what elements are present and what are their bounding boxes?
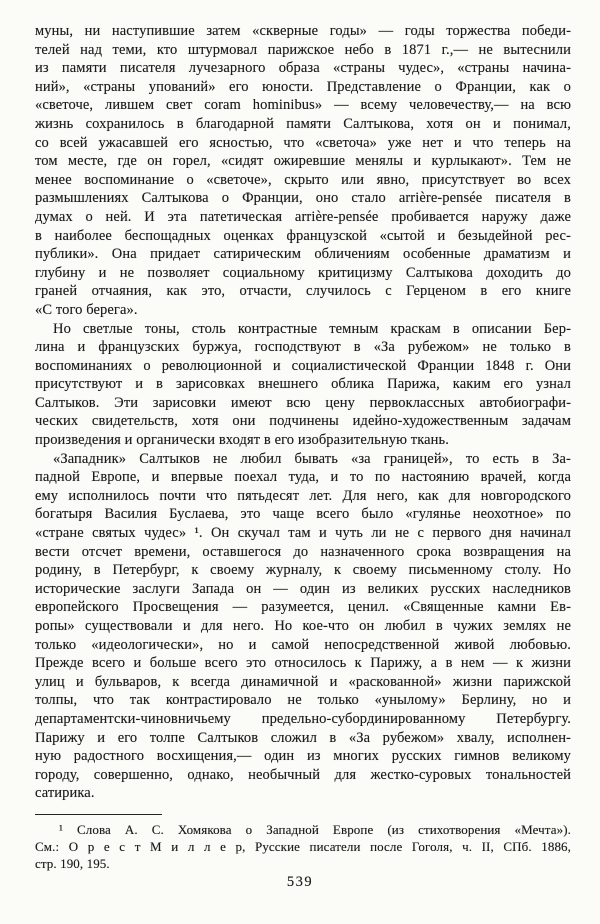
text-line: размышлениях Салтыкова о Франции, оно стало arrière-pensée писателя в bbox=[35, 190, 571, 207]
text-line: телей над теми, кто штурмовал парижское небо в 1871 г.,— не вытеснили bbox=[35, 41, 571, 58]
text-line: департаментски-чиновничьему предельно-субординированному Петербургу. bbox=[35, 710, 571, 727]
text-line: ческих свидетельств, хотя они подчинены идейно-художественным задачам bbox=[35, 413, 571, 430]
text-line: думах о ней. И эта патетическая arrière-pensée пробивается наружу даже bbox=[35, 208, 571, 225]
text-line: ропы» существовали и для него. Но кое-что он любил в чужих землях не bbox=[35, 618, 571, 634]
text-line: только «идеологически», но и самой непосредственной живой любовью. bbox=[35, 636, 571, 653]
text-line: со всей ужасавшей его ясностью, что «светоча» уже нет и что теперь на bbox=[35, 134, 571, 151]
text-line: «С того берега». bbox=[35, 301, 138, 318]
text-line: муны, ни наступившие затем «скверные годы» — годы торжества победи- bbox=[35, 23, 571, 39]
text-block bbox=[35, 22, 571, 872]
text-line: «стране святых чудес» ¹. Он скучал там и чуть ли не с первого дня начинал bbox=[35, 525, 571, 542]
text-line: вести отсчет времени, оставшегося до назначенного срока возвращения на bbox=[35, 543, 571, 560]
text-line: европейского Просвещения — разумеется, ценил. «Священные камни Ев- bbox=[35, 599, 571, 616]
text-line: «светоче, лившем свет coram hominibus» — всему человечеству,— на всю bbox=[35, 97, 571, 114]
text-line: глубину и не позволяет социальному критицизму Салтыкова доходить до bbox=[35, 264, 571, 281]
text-line: «Западник» Салтыков не любил бывать «за границей», то есть в За- bbox=[53, 450, 571, 467]
text-line: сатирика. bbox=[35, 785, 95, 802]
footnote-line: стр. 190, 195. bbox=[35, 855, 110, 871]
text-line: Салтыков. Эти зарисовки имеют всю цену первоклассных автобиографи- bbox=[35, 394, 571, 411]
text-line: богатыря Василия Буслаева, это чаще всего было «гулянье неохотное» по bbox=[35, 506, 571, 523]
page-number: 539 bbox=[286, 874, 314, 890]
text-line: присутствуют и в зарисовках внешнего облика Парижа, каким его узнал bbox=[35, 376, 571, 393]
text-line: исторические заслуги Запада он — один из великих русских наследников bbox=[35, 580, 571, 597]
text-line: том месте, где он горел, «сидят ожиревшие менялы и курлыкают». Тем не bbox=[35, 153, 571, 170]
text-line: лина и французских буржуа, господствуют в «За рубежом» не только в bbox=[35, 339, 571, 356]
text-line: Но светлые тоны, столь контрастные темным краскам в описании Бер- bbox=[53, 320, 571, 337]
text-line: толпы, что так контрастировало не только «унылому» Берлину, но и bbox=[35, 692, 571, 709]
text-line: ний», «страны упований» его юности. Представление о Франции, как о bbox=[35, 78, 571, 95]
text-line: из памяти писателя лучезарного образа «страны чудес», «страны начина- bbox=[35, 60, 571, 77]
text-line: публики». Она придает сатирическим обличениям особенные драматизм и bbox=[35, 246, 571, 263]
footnote-line: См.: О р е с т М и л л е р, Русские писатели после Гоголя, ч. II, СПб. 1886, bbox=[35, 838, 571, 854]
text-line: воспоминаниях о революционной и социалистической Франции 1848 г. Они bbox=[35, 357, 571, 374]
footnote bbox=[35, 821, 571, 872]
footnote-line: ¹ Слова А. С. Хомякова о Западной Европе (из стихотворения «Мечта»). bbox=[59, 821, 571, 837]
text-line: в наиболее беспощадных оценках французской «сытой и безыдейной рес- bbox=[35, 227, 571, 244]
text-line: городу, совершенно, однако, необычный для жестко-суровых тональностей bbox=[35, 766, 571, 783]
text-line: Парижу и его толпе Салтыков сложил в «За рубежом» хвалу, исполнен- bbox=[35, 729, 571, 746]
text-line: ную радостного восхищения,— один из многих русских гимнов великому bbox=[35, 748, 571, 765]
text-line: жизнь сохранилось в благодарной памяти Салтыкова, хотя он и понимал, bbox=[35, 115, 571, 132]
text-line: ему исполнилось почти что пятьдесят лет. Для него, как для новгородского bbox=[35, 487, 571, 504]
footnote-rule bbox=[35, 814, 162, 815]
text-line: родину, в Петербург, к своему журналу, к своему письменному столу. Но bbox=[35, 562, 571, 579]
text-line: менее воспоминание о «светоче», скрыто или явно, присутствует во всех bbox=[35, 171, 571, 188]
text-line: падной Европе, и впервые поехал туда, и то по настоянию врачей, когда bbox=[35, 469, 571, 486]
text-line: граней отчаяния, как это, отчасти, случилось с Герценом в его книге bbox=[35, 283, 571, 300]
text-line: улиц и бульваров, к всегда динамичной и «раскованной» жизни парижской bbox=[35, 673, 571, 690]
text-line: Прежде всего и больше всего это относилось к Парижу, а в нем — к жизни bbox=[35, 655, 571, 672]
text-line: произведения и органически входят в его изобразительную ткань. bbox=[35, 432, 449, 449]
body-text bbox=[35, 22, 571, 803]
